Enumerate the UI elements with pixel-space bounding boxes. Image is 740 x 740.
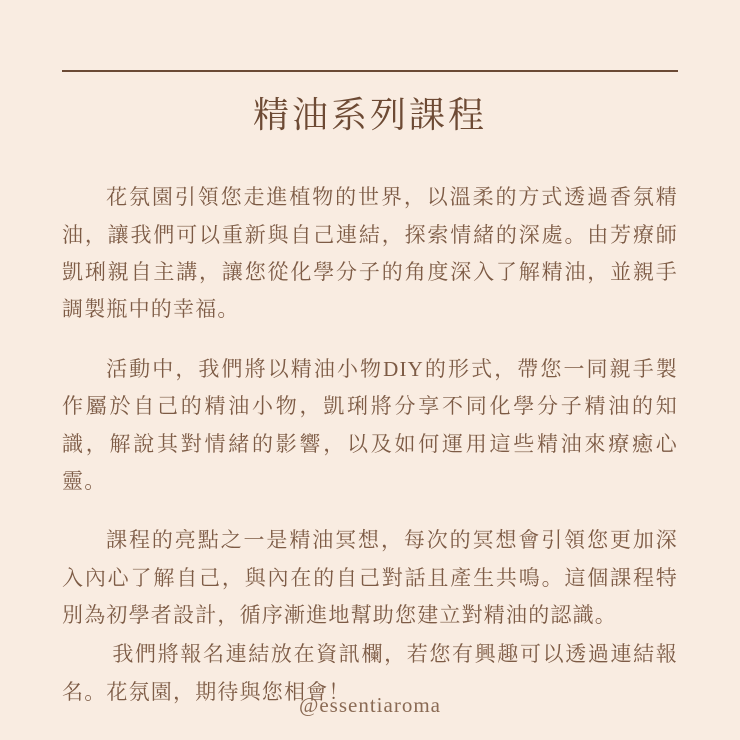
paragraph-2: 活動中，我們將以精油小物DIY的形式，帶您一同親手製作屬於自己的精油小物，凱琍將分享不同化學分子精油的知識，解說其對情緒的影響，以及如何運用這些精油來療癒心靈。: [62, 356, 678, 493]
paragraph-1: 花氛園引領您走進植物的世界，以溫柔的方式透過香氛精油，讓我們可以重新與自己連結，探索情緒的深處。由芳療師凱琍親自主講，讓您從化學分子的角度深入了解精油，並親手調製瓶中的幸福。: [62, 185, 678, 322]
page-title: 精油系列課程: [252, 95, 487, 135]
social-handle: @essentiaroma: [299, 693, 441, 717]
paragraph-4: 我們將報名連結放在資訊欄，若您有興趣可以透過連結報名。花氛園，期待與您相會！: [62, 642, 678, 704]
paragraph-3: 課程的亮點之一是精油冥想，每次的冥想會引領您更加深入內心了解自己，與內在的自己對話且產生共鳴。這個課程特別為初學者設計，循序漸進地幫助您建立對精油的認識。: [62, 528, 678, 628]
document-body: [62, 179, 678, 733]
top-divider: [62, 70, 678, 72]
